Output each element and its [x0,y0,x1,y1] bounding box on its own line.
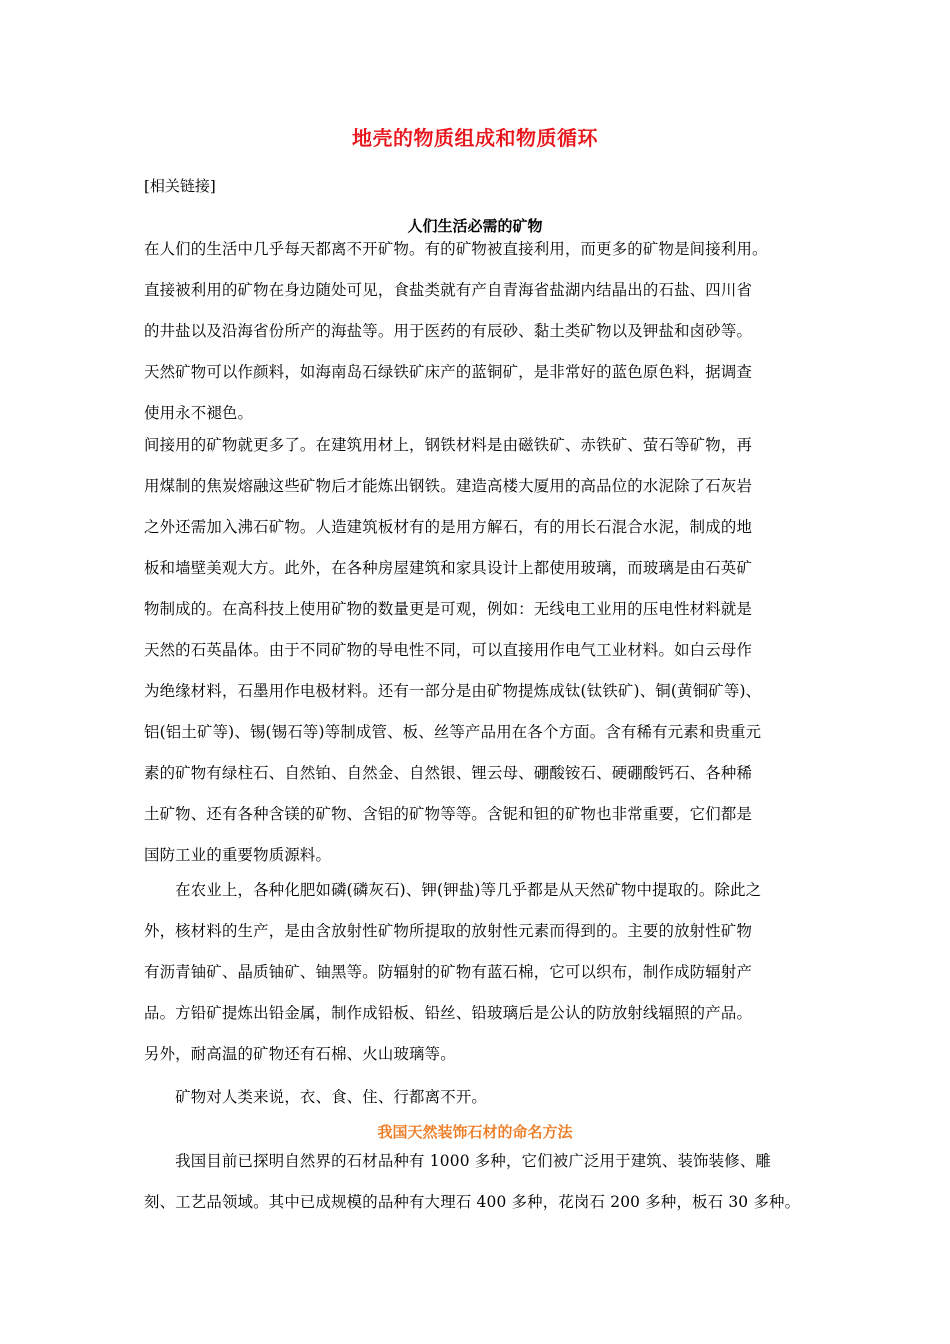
text-line: 直接被利用的矿物在身边随处可见，食盐类就有产自青海省盐湖内结晶出的石盐、四川省 [144,281,753,299]
paragraph-direct-use [144,229,816,434]
text-line: 素的矿物有绿柱石、自然铂、自然金、自然银、锂云母、硼酸铵石、硬硼酸钙石、各种稀 [144,764,753,782]
text-line: 另外，耐高温的矿物还有石棉、火山玻璃等。 [144,1045,456,1063]
text-line: 刻、工艺品领域。其中已成规模的品种有大理石 400 多种，花岗石 200 多种，板石 30 多种。 [144,1193,801,1211]
text-line: 板和墙壁美观大方。此外，在各种房屋建筑和家具设计上都使用玻璃，而玻璃是由石英矿 [144,559,753,577]
text-line: 用煤制的焦炭熔融这些矿物后才能炼出钢铁。建造高楼大厦用的高品位的水泥除了石灰岩 [144,477,753,495]
document-title: 地壳的物质组成和物质循环 [352,126,598,150]
text-line: 间接用的矿物就更多了。在建筑用材上，钢铁材料是由磁铁矿、赤铁矿、萤石等矿物，再 [144,436,753,454]
text-line: 使用永不褪色。 [144,404,254,422]
text-line: 矿物对人类来说，衣、食、住、行都离不开。 [144,1088,487,1106]
text-line: 外，核材料的生产，是由含放射性矿物所提取的放射性元素而得到的。主要的放射性矿物 [144,922,753,940]
text-line: 天然矿物可以作颜料，如海南岛石绿铁矿床产的蓝铜矿，是非常好的蓝色原色料，据调查 [144,363,753,381]
text-line: 土矿物、还有各种含镁的矿物、含铝的矿物等等。含铌和钽的矿物也非常重要，它们都是 [144,805,753,823]
paragraph-indirect-use [144,425,816,876]
text-line: 品。方铅矿提炼出铅金属，制作成铅板、铅丝、铅玻璃后是公认的防放射线辐照的产品。 [144,1004,753,1022]
text-line: 国防工业的重要物质源料。 [144,846,332,864]
text-line: 铝(铝土矿等)、锡(锡石等)等制成管、板、丝等产品用在各个方面。含有稀有元素和贵重元 [144,723,762,741]
paragraph-summary [144,1077,816,1118]
section-heading-stone-naming: 我国天然装饰石材的命名方法 [377,1123,573,1141]
text-line: 有沥青铀矿、晶质铀矿、铀黑等。防辐射的矿物有蓝石棉，它可以织布，制作成防辐射产 [144,963,753,981]
text-line: 在人们的生活中几乎每天都离不开矿物。有的矿物被直接利用，而更多的矿物是间接利用。 [144,240,768,258]
text-line: 的井盐以及沿海省份所产的海盐等。用于医药的有辰砂、黏土类矿物以及钾盐和卤砂等。 [144,322,753,340]
paragraph-stone-varieties [144,1141,816,1223]
text-line: 之外还需加入沸石矿物。人造建筑板材有的是用方解石，有的用长石混合水泥，制成的地 [144,518,753,536]
paragraph-agriculture [144,870,816,1075]
text-line: 为绝缘材料，石墨用作电极材料。还有一部分是由矿物提炼成钛(钛铁矿)、铜(黄铜矿等)、 [144,682,762,700]
related-link-label: [相关链接] [144,177,216,195]
text-line: 天然的石英晶体。由于不同矿物的导电性不同，可以直接用作电气工业材料。如白云母作 [144,641,753,659]
text-line: 物制成的。在高科技上使用矿物的数量更是可观，例如：无线电工业用的压电性材料就是 [144,600,753,618]
section-heading-minerals: 人们生活必需的矿物 [407,217,543,235]
text-line: 在农业上，各种化肥如磷(磷灰石)、钾(钾盐)等几乎都是从天然矿物中提取的。除此之 [144,881,762,899]
text-line: 我国目前已探明自然界的石材品种有 1000 多种，它们被广泛用于建筑、装饰装修、雕 [144,1152,772,1170]
